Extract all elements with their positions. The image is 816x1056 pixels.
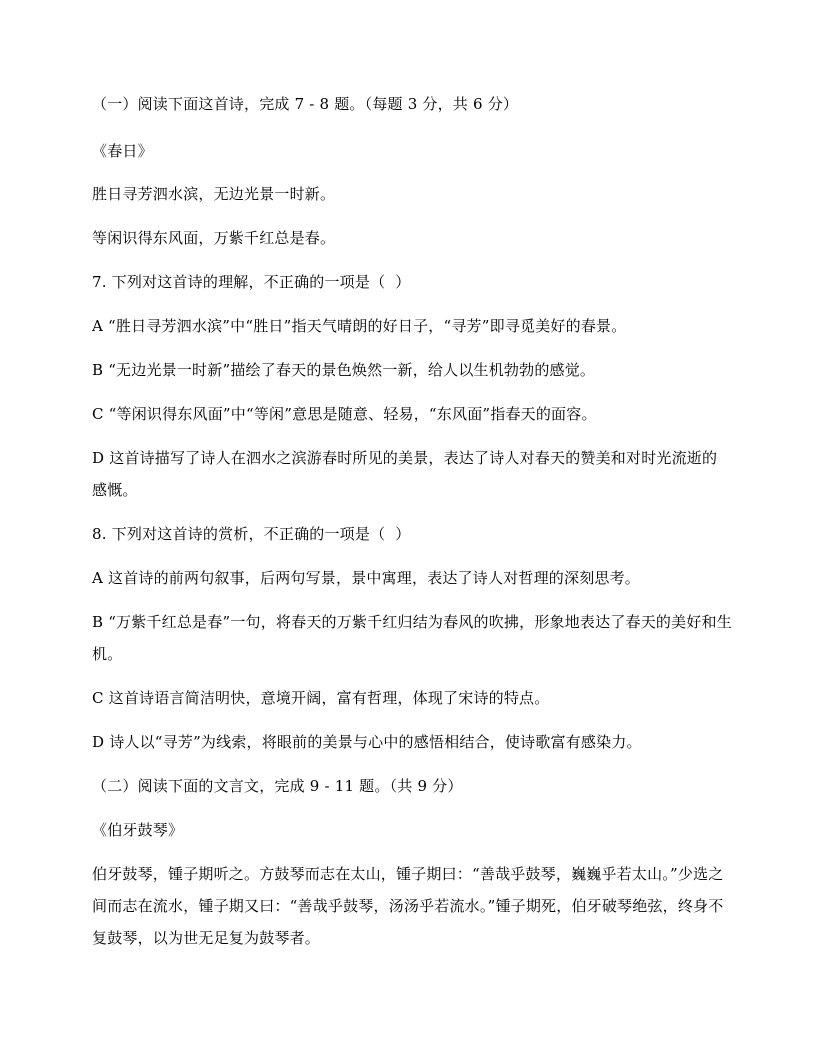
q7-option-a: A “胜日寻芳泗水滨”中“胜日”指天气晴朗的好日子，“寻芳”即寻觅美好的春景。 [92,317,627,335]
text-title: 《伯牙鼓琴》 [92,821,184,839]
text-body: 伯牙鼓琴，锺子期听之。方鼓琴而志在太山，锺子期曰：“善哉乎鼓琴，巍巍乎若太山。”少选之间而志在流水，锺子期又曰：“善哉乎鼓琴，汤汤乎若流水。”锺子期死，伯牙破琴绝弦，终身不复鼓琴，以为世无足复为鼓琴者。 [92,865,724,947]
q8-option-b: B “万紫千红总是春”一句，将春天的万紫千红归结为春风的吹拂，形象地表达了春天的美好和生机。 [92,613,732,663]
q8-option-d: D 诗人以“寻芳”为线索，将眼前的美景与心中的感悟相结合，使诗歌富有感染力。 [92,733,642,751]
q8-option-a: A 这首诗的前两句叙事，后两句写景，景中寓理，表达了诗人对哲理的深刻思考。 [92,569,641,587]
q7-stem: 7. 下列对这首诗的理解，不正确的一项是（ ） [92,273,411,291]
q8-option-c: C 这首诗语言简洁明快，意境开阔，富有哲理，体现了宋诗的特点。 [92,689,550,707]
section2-header: （二）阅读下面的文言文，完成 9 - 11 题。（共 9 分） [92,777,463,795]
poem-line-2: 等闲识得东风面，万紫千红总是春。 [92,229,336,247]
poem-title: 《春日》 [92,142,153,160]
q8-stem: 8. 下列对这首诗的赏析，不正确的一项是（ ） [92,525,411,543]
section1-header: （一）阅读下面这首诗，完成 7 - 8 题。（每题 3 分，共 6 分） [92,95,519,113]
q7-option-d: D 这首诗描写了诗人在泗水之滨游春时所见的美景，表达了诗人对春天的赞美和对时光流逝的感慨。 [92,449,718,499]
poem-line-1: 胜日寻芳泗水滨，无边光景一时新。 [92,185,336,203]
q7-option-b: B “无边光景一时新”描绘了春天的景色焕然一新，给人以生机勃勃的感觉。 [92,361,596,379]
q7-option-c: C “等闲识得东风面”中“等闲”意思是随意、轻易，“东风面”指春天的面容。 [92,405,597,423]
